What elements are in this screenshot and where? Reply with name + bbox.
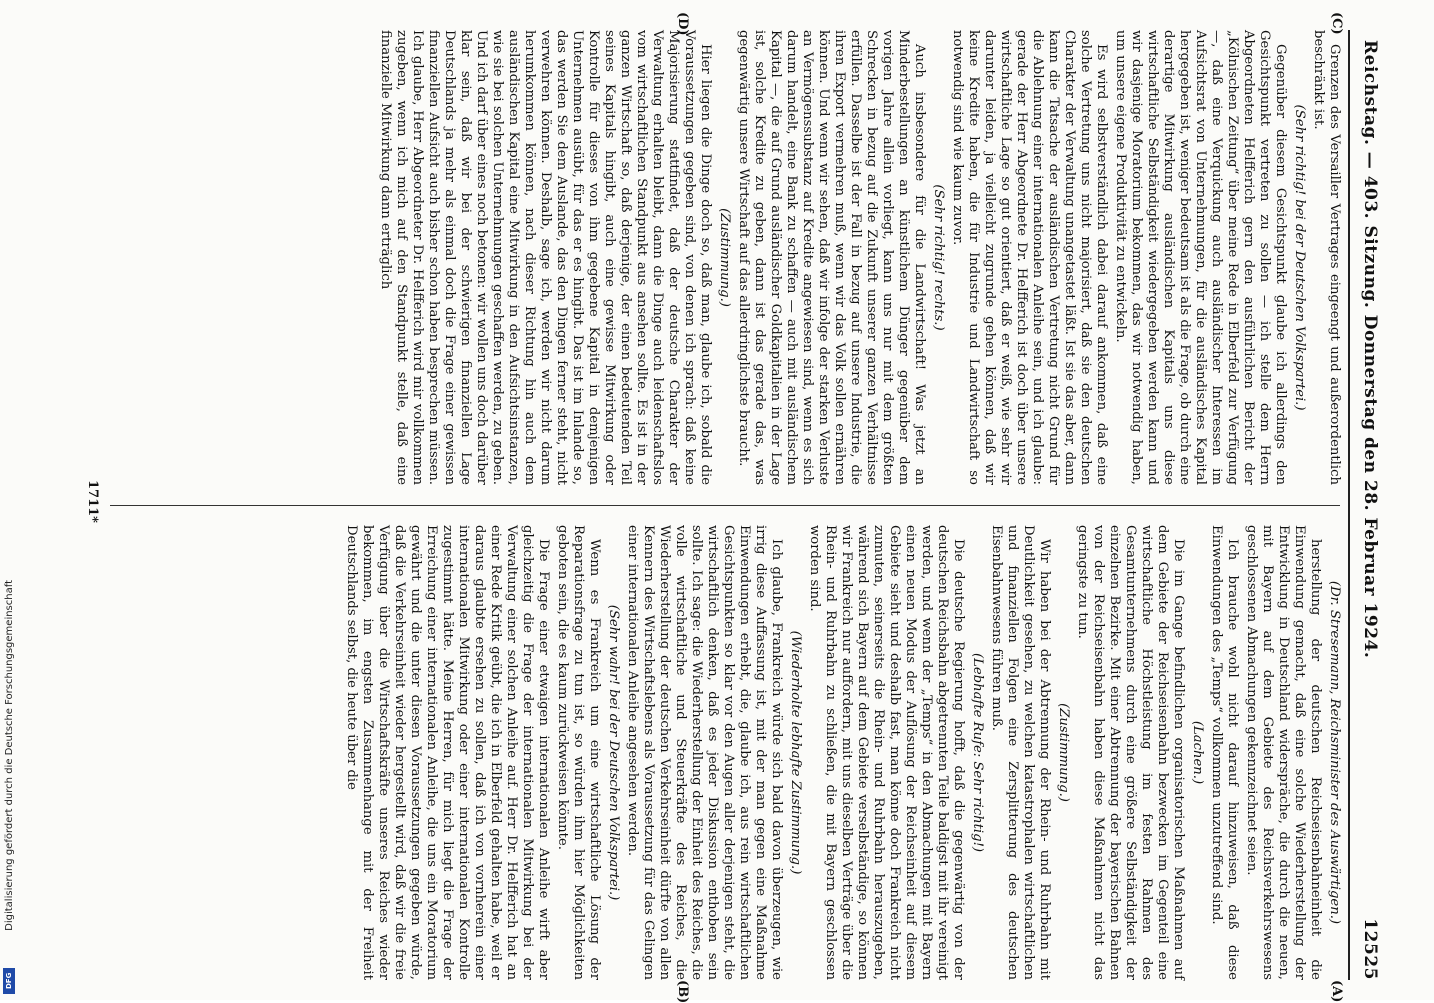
paragraph: Wir haben bei der Abtrennung der Rhein- und Ruhrbahn mit Deutlichkeit gesehen, zu welchen katastrophalen wirtschaftlichen und finanziellen Folgen eine Zersplitterung des deutschen Eisenbahnwesens führen muß. — [989, 525, 1052, 980]
paragraph: (Wiederholte lebhafte Zustimmung.) — [788, 630, 803, 875]
paragraph: (Lachen.) — [1190, 720, 1205, 785]
paragraph: Die Frage einer etwaigen internationalen Anleihe wirft aber gleichzeitig die Frage der internationalen Mitwirkung bei der Verwaltung einer solchen Anleihe auf. Herr Dr. Helfferich hat an einer Rede Kritik geübt, die ich in Elberfeld gehalten habe, weil er daraus glaubte ersehen zu sollen, daß ich von vornherein einer internationalen Mitwirkung oder einer internationalen Kontrolle zugestimmt hätte. Meine Herren, für mich liegt die Frage der Erreichung einer internationalen Anleihe, die uns ein Moratorium gewährt und die unter diesen Voraussetzungen gegeben würde, daß die Verkehrseinheit wieder hergestellt wird, daß wir die freie Verfügung über die Wirtschaftskräfte unseres Reiches wieder bekommen, im engsten Zusammenhange mit der Freiheit Deutschlands selbst, die heute über die — [344, 525, 551, 980]
paragraph: Ich glaube, Frankreich würde sich bald davon überzeugen, wie irrig diese Auffassung ist, mit der man gegen eine Maßnahme Einwendungen erhebt, die, glaube ich, aus rein wirtschaftlichen Gesichtspunkten so klar vor den Augen aller derjenigen steht, die wirtschaftlich denken, daß es jeder Diskussion enthoben sein sollte. Ich sage: die Wiederherstellung der Einheit des Reiches, die volle wirtschaftliche und Steuerkräfte des Reiches, die Wiederherstellung der deutschen Verkehrseinheit dürfte von allen Kennern des Wirtschaftslebens als Voraussetzung für das Gelingen einer internationalen Anleihe angesehen werden. — [625, 525, 784, 980]
rotated-newspaper-page — [70, 0, 1390, 1003]
column-divider — [110, 505, 1340, 506]
sheet-signature: 1711* — [85, 480, 100, 523]
page-header — [1348, 30, 1390, 980]
paragraph: Die im Gange befindlichen organisatorischen Maßnahmen auf dem Gebiete der Reichseisenbahn bezwecken im Gegenteil eine wirtschaftliche Höchstleistung im festen Rahmen des Gesamtunternehmens durch eine größere Selbständigkeit der einzelnen Bezirke. Mit einer Abtrennung der bayerischen Bahnen von der Reichseisenbahn haben diese Maßnahmen nicht das geringste zu tun. — [1075, 525, 1186, 980]
paragraph: Grenzen des Versailler Vertrages eingeengt und außerordentlich beschränkt ist. — [1311, 30, 1342, 485]
dfg-logo: DFG — [3, 968, 15, 994]
paragraph: Wenn es Frankreich um eine wirtschaftliche Lösung der Reparationsfrage zu tun ist, so würden ihm hier Möglichkeiten geboten sein, die es kaum zurückweisen könnte. — [555, 525, 602, 980]
left-text-column — [340, 525, 1342, 980]
page-header-title: Reichstag. — 403. Sitzung. Donnerstag den 28. Februar 1924. — [1360, 40, 1380, 659]
right-text-column — [374, 30, 1342, 485]
paragraph: (Lebhafte Rufe: Sehr richtig!) — [970, 652, 985, 853]
paragraph: (Sehr richtig! bei der Deutschen Volkspartei.) — [1292, 104, 1307, 411]
paragraph: Ich brauche wohl nicht darauf hinzuweisen, daß diese Einwendungen des „Temps“ vollkommen unzutreffend sind. — [1209, 525, 1240, 980]
paragraph: herstellung der deutschen Reichseisenbahneinheit die Einwendung gemacht, daß eine solche Wiederherstellung der Entwicklung in Deutschland widerspräche, die durch die neuen, mit Bayern auf dem Gebiete des Reichsverkehrswesens geschlossenen Abmachungen gekennzeichnet seien. — [1244, 525, 1323, 980]
paragraph: (Sehr wahr! bei der Deutschen Volkspartei.) — [606, 604, 621, 901]
paragraph: (Dr. Stresemann, Reichsminister des Auswärtigen.) — [1327, 580, 1342, 925]
paragraph: Hier liegen die Dinge doch so, daß man, glaube ich, sobald die Voraussetzungen gegeben sind, von denen ich sprach: daß keine Majorisierung stattfindet, daß der deutsche Charakter der Verwaltung erhalten bleibt, dann die Dinge auch leidenschaftslos vom wirtschaftlichen Standpunkt aus ansehen sollte. Es ist in der ganzen Wirtschaft so, daß derjenige, der einen bedeutenden Teil seines Kapitals hingibt, auch eine gewisse Mitwirkung oder Kontrolle für dieses von ihm gegebene Kapital in demjenigen Unternehmen ausübt, für das er es hingibt. Das ist im Inlande so, das werden Sie dem Auslande, das den Dingen ferner steht, nicht verwehren können. Deshalb, sage ich, werden wir nicht darum herumkommen können, nach dieser Richtung hin auch dem ausländischen Kapital eine Mitwirkung in den Aufsichtsinstanzen, wie sie bei solchen Unternehmungen geschaffen werden, zu geben. Und ich darf über eines noch betonen: wir wollen uns doch darüber klar sein, daß wir bei der schwierigen finanziellen Lage Deutschlands ja mehr als einmal doch die Frage einer gewissen finanziellen Aufsicht auch bisher schon haben besprechen müssen. Ich glaube, Herr Abgeordneter Dr. Helfferich wird mir vollkommen zugeben, wenn ich mich auf den Standpunkt stelle, daß eine finanzielle Mitwirkung dann erträglich — [378, 30, 713, 485]
paragraph: Gegenüber diesem Gesichtspunkt glaube ich allerdings den Gesichtspunkt vertreten zu sollen — ich stelle dem Herrn Abgeordneten Helfferich gern den ausführlichen Bericht der „Kölnischen Zeitung“ über meine Rede in Elberfeld zur Verfügung —, daß eine Verquickung auch ausländischer Interessen im Aufsichtsrat von Unternehmungen, für die ausländisches Kapital hergegeben ist, weniger bedeutsam ist als die Frage, ob durch eine derartige Mitwirkung ausländischen Kapitals uns diese wirtschaftliche Selbständigkeit wiedergegeben werden kann und wir dasjenige Moratorium bekommen, das wir notwendig haben, um unsere eigene Produktivität zu entwickeln. — [1113, 30, 1288, 485]
digitization-credit: Digitalisierung gefördert durch die Deutsche Forschungsgemeinschaft — [4, 580, 15, 931]
margin-marker-a: (A) — [1329, 980, 1344, 1003]
paragraph: (Zustimmung.) — [1056, 703, 1071, 802]
margin-marker-d: (D) — [675, 12, 690, 36]
margin-marker-c: (C) — [1329, 12, 1344, 35]
page-number: 12525 — [1360, 918, 1380, 980]
paragraph: Auch insbesondere für die Landwirtschaft! Was jetzt an Minderbestellungen an künstlichem Dünger gegenüber dem vorigen Jahre allein vorliegt, kann uns nur mit dem größten Schrecken in bezug auf die Zukunft unserer ganzen Verhältnisse erfüllen. Dasselbe ist der Fall in bezug auf unsere Industrie, die ihren Export vermehren muß, wenn wir das Volk sollen ernähren können. Und wenn wir sehen, daß wir infolge der starken Verluste an Vermögenssubstanz auf Kredite angewiesen sind, wenn es sich darum handelt, eine Bank zu schaffen — auch mit ausländischem Kapital —, die auf Grund ausländischer Goldkapitalien in der Lage ist, solche Kredite zu geben, dann ist das gerade das, was gegenwärtig unsere Wirtschaft auf das allerdringlichste braucht. — [736, 30, 927, 485]
paragraph: Die deutsche Regierung hofft, daß die gegenwärtig von der deutschen Reichsbahn abgetrennten Teile baldigst mit ihr vereinigt werden, und wenn der „Temps“ in den Abmachungen mit Bayern einen neuen Modus der Auflösung der Reichseinheit auf diesem Gebiete sieht und deshalb fast, man könne doch Frankreich nicht zumuten, seinerseits die Rhein- und Ruhrbahn herauszugeben, während sich Bayern auf dem Gebiete verselbständige, so können wir Frankreich nur auffordern, mit uns dieselben Verträge über die Rhein- und Ruhrbahn zu schließen, die mit Bayern geschlossen worden sind. — [807, 525, 966, 980]
paragraph: Es wird selbstverständlich dabei darauf ankommen, daß eine solche Vertretung uns nicht majorisiert, daß sie den deutschen Charakter der Verwaltung unangetastet läßt. Ist sie das aber, dann kann die Tatsache der ausländischen Vertretung nicht Grund für die Ablehnung einer internationalen Anleihe sein, und ich glaube: gerade der Herr Abgeordnete Dr. Helfferich ist doch über unsere wirtschaftliche Lage so gut orientiert, daß er weiß, wie sehr wir darunter leiden, ja vielleicht zugrunde gehen können, daß wir keine Kredite haben, die für Industrie und Landwirtschaft so notwendig sind wie kaum zuvor. — [950, 30, 1109, 485]
paragraph: (Sehr richtig! rechts.) — [931, 184, 946, 331]
paragraph: (Zustimmung.) — [717, 208, 732, 307]
margin-marker-b: (B) — [675, 980, 690, 1003]
